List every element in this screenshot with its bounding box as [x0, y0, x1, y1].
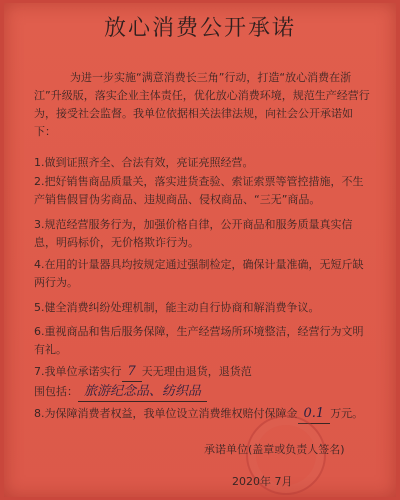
commitment-item-2: 2.把好销售商品质量关，落实进货查验、索证索票等管控措施，不生产销售假冒伪劣商品、违规商品、侵权商品、“三无”商品。 [34, 175, 364, 206]
item7-suffix: 天无理由退货，退货范 [141, 365, 252, 378]
commitment-date: 2020年 7月 [232, 475, 293, 488]
deposit-amount-handwritten: 0.1 [298, 405, 331, 424]
commitment-item-3: 3.规范经营服务行为，加强价格自律，公开商品和服务质量真实信息，明码标价，无价格欺诈行为。 [34, 218, 353, 249]
commitment-item-7 [34, 363, 374, 382]
item8-prefix: 8.为保障消费者权益，我单位设立消费维权赔付保障金 [34, 407, 298, 420]
item7-prefix: 7.我单位承诺实行 [34, 365, 122, 378]
intro-paragraph: 为进一步实施“满意消费长三角”行动，打造“放心消费在浙江”升级版，落实企业主体责任，优化放心消费环境，规范生产经营行为，接受社会监督。我单位依据相关法律法规，向社会公开承诺如下： [34, 71, 370, 138]
commitment-item-4: 4.在用的计量器具均按规定通过强制检定，确保计量准确，无短斤缺两行为。 [34, 258, 364, 289]
commitment-sheet [4, 3, 396, 497]
return-days-handwritten: 7 [122, 363, 142, 382]
commitment-item-5: 5.健全消费纠纷处理机制，能主动自行协商和解消费争议。 [34, 301, 320, 314]
commitment-item-6: 6.重视商品和售后服务保障，生产经营场所环境整洁，经营行为文明有礼。 [34, 325, 364, 356]
signature-label: 承诺单位(盖章或负责人签名) [204, 443, 345, 456]
scope-label: 围包括： [34, 385, 78, 398]
page-title: 放心消费公开承诺 [103, 16, 296, 41]
return-scope-line [34, 383, 374, 402]
item8-suffix: 万元。 [330, 407, 364, 420]
commitment-item-8 [34, 405, 374, 424]
commitment-item-1: 1.做到证照齐全、合法有效，亮证亮照经营。 [34, 156, 254, 169]
return-scope-handwritten: 旅游纪念品、纺织品 [78, 383, 207, 402]
